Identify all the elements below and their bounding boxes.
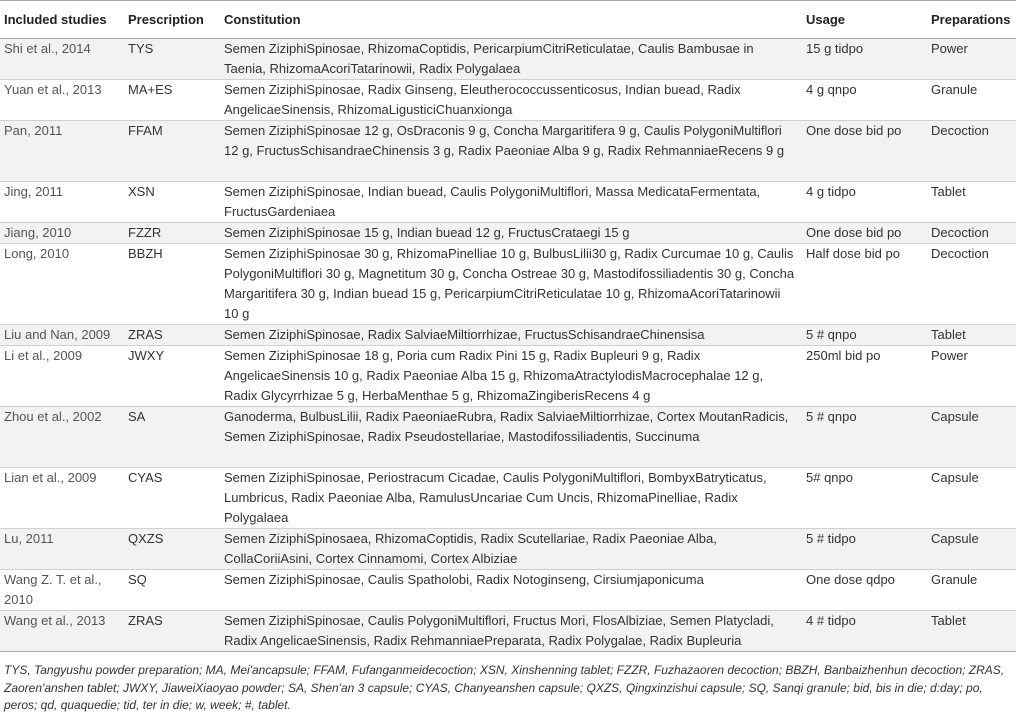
constitution-cell: Semen ZiziphiSpinosae, Caulis PolygoniMultiflori, Fructus Mori, FlosAlbiziae, Semen Platycladi, Radix AngelicaeSinensis, Radix RehmanniaePreparata, Radix Polygalae, Radix Bupleuria — [224, 613, 774, 648]
usage-cell: 5# qnpo — [806, 470, 853, 485]
prescription-cell: TYS — [128, 41, 154, 56]
usage-cell: 250ml bid po — [806, 348, 881, 363]
prescription-cell: FFAM — [128, 123, 163, 138]
preparation-cell: Decoction — [931, 225, 989, 240]
study-cell: Wang Z. T. et al., 2010 — [4, 572, 102, 607]
table-row — [0, 325, 1016, 346]
constitution-cell: Semen ZiziphiSpinosae 12 g, OsDraconis 9 g, Concha Margaritifera 9 g, Caulis PolygoniMultiflori 12 g, FructusSchisandraeChinensis 3 g, Radix Paeoniae Alba 9 g, Radix RehmanniaeRecens 9 g — [224, 123, 785, 158]
prescription-cell: QXZS — [128, 531, 164, 546]
usage-cell: One dose bid po — [806, 123, 902, 138]
header-usage: Usage — [806, 12, 846, 27]
preparation-cell: Tablet — [931, 327, 966, 342]
usage-cell: 15 g tidpo — [806, 41, 864, 56]
prescription-cell: SQ — [128, 572, 147, 587]
usage-cell: One dose qdpo — [806, 572, 895, 587]
prescription-cell: XSN — [128, 184, 155, 199]
table-row — [0, 244, 1016, 325]
preparation-cell: Capsule — [931, 531, 979, 546]
table-row — [0, 121, 1016, 182]
table-row — [0, 611, 1016, 652]
prescription-cell: FZZR — [128, 225, 162, 240]
table-row — [0, 39, 1016, 80]
study-cell: Lian et al., 2009 — [4, 470, 97, 485]
study-cell: Wang et al., 2013 — [4, 613, 106, 628]
prescription-cell: MA+ES — [128, 82, 173, 97]
study-cell: Pan, 2011 — [4, 123, 63, 138]
header-row — [0, 1, 1016, 39]
constitution-cell: Semen ZiziphiSpinosae, Caulis Spatholobi, Radix Notoginseng, Cirsiumjaponicuma — [224, 572, 704, 587]
preparation-cell: Tablet — [931, 613, 966, 628]
table-row — [0, 407, 1016, 468]
prescription-cell: CYAS — [128, 470, 163, 485]
table-row — [0, 182, 1016, 223]
preparation-cell: Capsule — [931, 470, 979, 485]
table-row — [0, 468, 1016, 529]
constitution-cell: Semen ZiziphiSpinosae 15 g, Indian buead 12 g, FructusCrataegi 15 g — [224, 225, 630, 240]
study-cell: Zhou et al., 2002 — [4, 409, 102, 424]
study-cell: Long, 2010 — [4, 246, 70, 261]
prescription-cell: SA — [128, 409, 146, 424]
constitution-cell: Semen ZiziphiSpinosae 18 g, Poria cum Radix Pini 15 g, Radix Bupleuri 9 g, Radix AngelicaeSinensis 10 g, Radix Paeoniae Alba 15 g, RhizomaAtractylodisMacrocephalae 12 g, Radix Glycyrrhizae 5 g, HerbaMenthae 5 g, RhizomaZingiberisRecens 4 g — [224, 348, 764, 403]
usage-cell: 5 # tidpo — [806, 531, 856, 546]
usage-cell: 4 # tidpo — [806, 613, 856, 628]
preparation-cell: Tablet — [931, 184, 966, 199]
constitution-cell: Semen ZiziphiSpinosae 30 g, RhizomaPinelliae 10 g, BulbusLilii30 g, Radix Curcumae 10 g, Caulis PolygoniMultiflori 30 g, Magnetitum 30 g, Concha Ostreae 30 g, Mastodifossiliadentis 30 g, Concha Margaritifera 30 g, Indian buead 15 g, PericarpiumCitriReticulatae 10 g, RhizomaAcoriTatarinowii 10 g — [224, 246, 795, 321]
usage-cell: 5 # qnpo — [806, 327, 857, 342]
table-row — [0, 346, 1016, 407]
study-cell: Lu, 2011 — [4, 531, 54, 546]
constitution-cell: Semen ZiziphiSpinosae, Indian buead, Caulis PolygoniMultiflori, Massa MedicataFermentata, FructusGardeniaea — [224, 184, 761, 219]
preparation-cell: Granule — [931, 82, 978, 97]
constitution-cell: Semen ZiziphiSpinosae, RhizomaCoptidis, PericarpiumCitriReticulatae, Caulis Bambusae in Taenia, RhizomaAcoriTatarinowii, Radix Polygalaea — [224, 41, 754, 76]
table-row — [0, 223, 1016, 244]
table-row — [0, 570, 1016, 611]
preparation-cell: Decoction — [931, 246, 989, 261]
header-prescription: Prescription — [128, 12, 204, 27]
preparation-cell: Power — [931, 348, 968, 363]
prescription-cell: JWXY — [128, 348, 165, 363]
prescription-cell: ZRAS — [128, 613, 163, 628]
preparation-cell: Power — [931, 41, 968, 56]
constitution-cell: Semen ZiziphiSpinosaea, RhizomaCoptidis, Radix Scutellariae, Radix Paeoniae Alba, CollaCoriiAsini, Cortex Cinnamomi, Cortex Albiziae — [224, 531, 717, 566]
table-row — [0, 529, 1016, 570]
header-constitution: Constitution — [224, 12, 301, 27]
study-cell: Jing, 2011 — [4, 184, 64, 199]
study-cell: Yuan et al., 2013 — [4, 82, 102, 97]
prescription-cell: BBZH — [128, 246, 163, 261]
constitution-cell: Semen ZiziphiSpinosae, Radix Ginseng, Eleutherococcussenticosus, Indian buead, Radix AngelicaeSinensis, RhizomaLigusticiChuanxionga — [224, 82, 741, 117]
table-footnote: TYS, Tangyushu powder preparation; MA, Mei'ancapsule; FFAM, Fufanganmeidecoction; XSN, Xinshenning tablet; FZZR, Fuzhazaoren decoction; BBZH, Banbaizhenhun decoction; ZRAS, Zaoren'anshen tablet; JWXY, JiaweiXiaoyao powder; SA, Shen'an 3 capsule; CYAS, Chanyeanshen capsule; QXZS, Qingxinzishui capsule; SQ, Sanqi granule; bid, bis in die; d:day; po, peros; qd, quaquedie; tid, ter in die; w, week; #, tablet. — [4, 663, 1005, 712]
prescription-cell: ZRAS — [128, 327, 163, 342]
study-cell: Liu and Nan, 2009 — [4, 327, 111, 342]
study-cell: Jiang, 2010 — [4, 225, 72, 240]
usage-cell: 5 # qnpo — [806, 409, 857, 424]
usage-cell: 4 g qnpo — [806, 82, 857, 97]
study-cell: Li et al., 2009 — [4, 348, 83, 363]
constitution-cell: Ganoderma, BulbusLilii, Radix PaeoniaeRubra, Radix SalviaeMiltiorrhizae, Cortex MoutanRadicis, Semen ZiziphiSpinosae, Radix Pseudostellariae, Mastodifossiliadentis, Succinuma — [224, 409, 789, 444]
usage-cell: Half dose bid po — [806, 246, 900, 261]
constitution-cell: Semen ZiziphiSpinosae, Radix SalviaeMiltiorrhizae, FructusSchisandraeChinensisa — [224, 327, 705, 342]
usage-cell: One dose bid po — [806, 225, 902, 240]
header-preparations: Preparations — [931, 12, 1011, 27]
usage-cell: 4 g tidpo — [806, 184, 856, 199]
preparation-cell: Decoction — [931, 123, 989, 138]
header-included-studies: Included studies — [4, 12, 107, 27]
preparation-cell: Capsule — [931, 409, 979, 424]
constitution-cell: Semen ZiziphiSpinosae, Periostracum Cicadae, Caulis PolygoniMultiflori, BombyxBatryticatus, Lumbricus, Radix Paeoniae Alba, RamulusUncariae Cum Uncis, RhizomaPinelliae, Radix Polygalaea — [224, 470, 767, 525]
table-row — [0, 80, 1016, 121]
preparation-cell: Granule — [931, 572, 978, 587]
study-cell: Shi et al., 2014 — [4, 41, 91, 56]
